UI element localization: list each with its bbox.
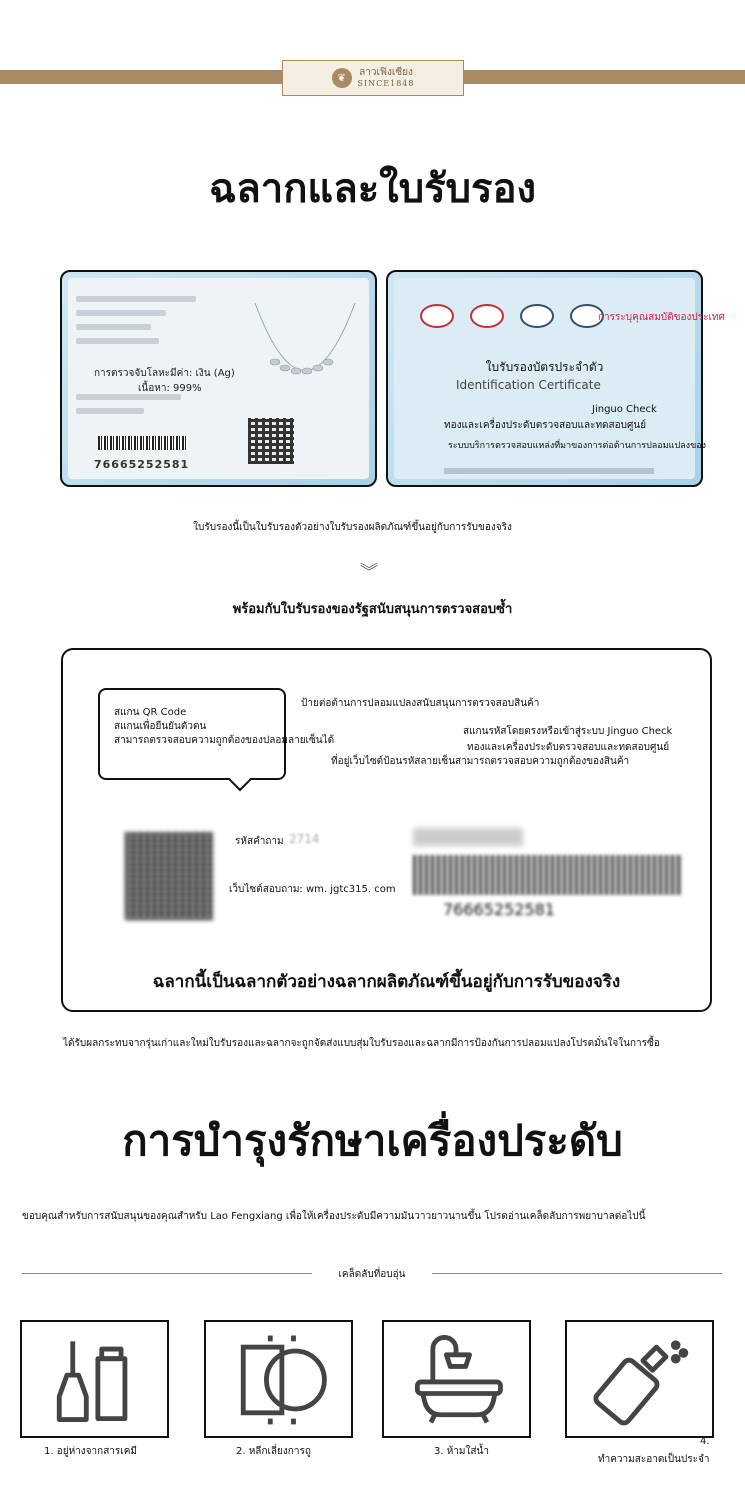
authenticity-signature — [413, 828, 523, 846]
certificate-caption: ใบรับรองนี้เป็นใบรับรองตัวอย่างใบรับรองผลิตภัณฑ์ขึ้นอยู่กับการรับของจริง — [193, 522, 512, 533]
barcode — [98, 436, 188, 450]
brand-logo-icon: ❦ — [332, 68, 352, 88]
jinguo-line-1: สแกนรหัสโดยตรงหรือเข้าสู่ระบบ Jinguo Check — [463, 726, 673, 737]
cma-logo-icon — [420, 304, 454, 328]
country-qualification-mark: การระบุคุณสมบัติของประเทศ — [598, 312, 725, 323]
tip-tile-water — [382, 1320, 531, 1438]
certificate-card-right — [386, 270, 725, 487]
tip-number-4: 4. — [700, 1436, 710, 1447]
section-title-care: การบำรุงรักษาเครื่องประดับ — [122, 1116, 623, 1165]
brand-name: ลาวเฟิงเซียง — [359, 67, 413, 79]
query-code-label: รหัสคำถาม — [235, 836, 284, 847]
certificate-title-en: Identification Certificate — [456, 378, 601, 392]
brand-since: SINCE1848 — [357, 79, 415, 89]
query-code-value: 2714 — [289, 832, 320, 846]
double-chevron-down-icon: ︾ — [360, 562, 378, 583]
tip-label-4: ทำความสะอาดเป็นประจำ — [598, 1454, 710, 1465]
qr-scan-bubble — [98, 688, 335, 780]
brand-badge — [282, 60, 464, 96]
care-intro-text: ขอบคุณสำหรับการสนับสนุนของคุณสำหรับ Lao Fengxiang เพื่อให้เครื่องประดับมีความมันวาวยาวนานขึ้น โปรดอ่านเคล็ดลับการพยาบาลต่อไปนี้ — [22, 1211, 646, 1222]
sample-label-box — [61, 648, 712, 1012]
necklace-image — [250, 298, 360, 388]
traceability-system-text: ระบบบริการตรวจสอบแหล่งที่มาของการต่อต้านการปลอมแปลงของ — [448, 441, 707, 451]
jinguo-check-text: Jinguo Check — [592, 404, 657, 415]
tip-tile-rubbing — [204, 1320, 353, 1438]
bubble-line-1: สแกน QR Code — [114, 707, 187, 718]
label-qr-code — [125, 832, 213, 920]
certificate-footer — [444, 468, 654, 474]
jinguo-line-2: ทองและเครื่องประดับตรวจสอบและทดสอบศูนย์ — [467, 742, 670, 753]
tip-label-2: 2. หลีกเลี่ยงการถู — [236, 1446, 311, 1457]
tip-tile-chemicals — [20, 1320, 169, 1438]
bubble-line-2: สแกนเพื่อยืนยันตัวตน — [114, 721, 207, 732]
shower-icon — [384, 1322, 529, 1436]
certificate-card-left — [60, 270, 377, 487]
random-shipping-notice: ได้รับผลกระทบจากรุ่นเก่าและใหม่ใบรับรองและฉลากจะถูกจัดส่งแบบสุ่มใบรับรองและฉลากมีการป้องกันการปลอมแปลงโปรดมั่นใจในการซื้อ — [63, 1038, 660, 1049]
tip-tile-cleaning — [565, 1320, 714, 1438]
tip-label-1: 1. อยู่ห่างจากสารเคมี — [44, 1446, 137, 1457]
jinguo-line-3: ที่อยู่เว็บไซต์ป้อนรหัสลายเซ็นสามารถตรวจสอบความถูกต้องของสินค้า — [331, 756, 630, 767]
section-title-labels: ฉลากและใบรับรอง — [208, 166, 537, 212]
label-barcode — [413, 855, 683, 895]
warm-tips-label: เคล็ดลับที่อบอุ่น — [338, 1269, 406, 1280]
divider-right — [432, 1273, 722, 1274]
caqi-logo-icon — [470, 304, 504, 328]
website-label: เว็บไซต์สอบถาม: wm. jgtc315. com — [229, 884, 396, 895]
label-barcode-number: 76665252581 — [443, 900, 555, 919]
spray-icon — [567, 1322, 712, 1436]
tip-label-3: 3. ห้ามใส่น้ำ — [434, 1446, 489, 1457]
no-rubbing-icon — [206, 1322, 351, 1436]
testing-center-text: ทองและเครื่องประดับตรวจสอบและทดสอบศูนย์ — [444, 420, 647, 431]
state-certificate-subtitle: พร้อมกับใบรับรองของรัฐสนับสนุนการตรวจสอบซ้ำ — [232, 602, 513, 617]
association-logo-icon — [520, 304, 554, 328]
chemicals-icon — [22, 1322, 167, 1436]
purity-label: เนื้อหา: 999% — [138, 383, 202, 394]
qr-code — [248, 418, 294, 464]
barcode-number: 76665252581 — [94, 458, 190, 471]
certificate-title: ใบรับรองบัตรประจำตัว — [485, 360, 604, 374]
metal-test-label: การตรวจจับโลหะมีค่า: เงิน (Ag) — [94, 368, 235, 379]
label-sample-note: ฉลากนี้เป็นฉลากตัวอย่างฉลากผลิตภัณฑ์ขึ้นอยู่กับการรับของจริง — [152, 972, 621, 992]
bubble-line-3: สามารถตรวจสอบความถูกต้องของปลอมลายเซ็นได้ — [114, 735, 335, 746]
divider-left — [22, 1273, 312, 1274]
anti-counterfeit-text: ป้ายต่อต้านการปลอมแปลงสนับสนุนการตรวจสอบสินค้า — [301, 698, 540, 709]
